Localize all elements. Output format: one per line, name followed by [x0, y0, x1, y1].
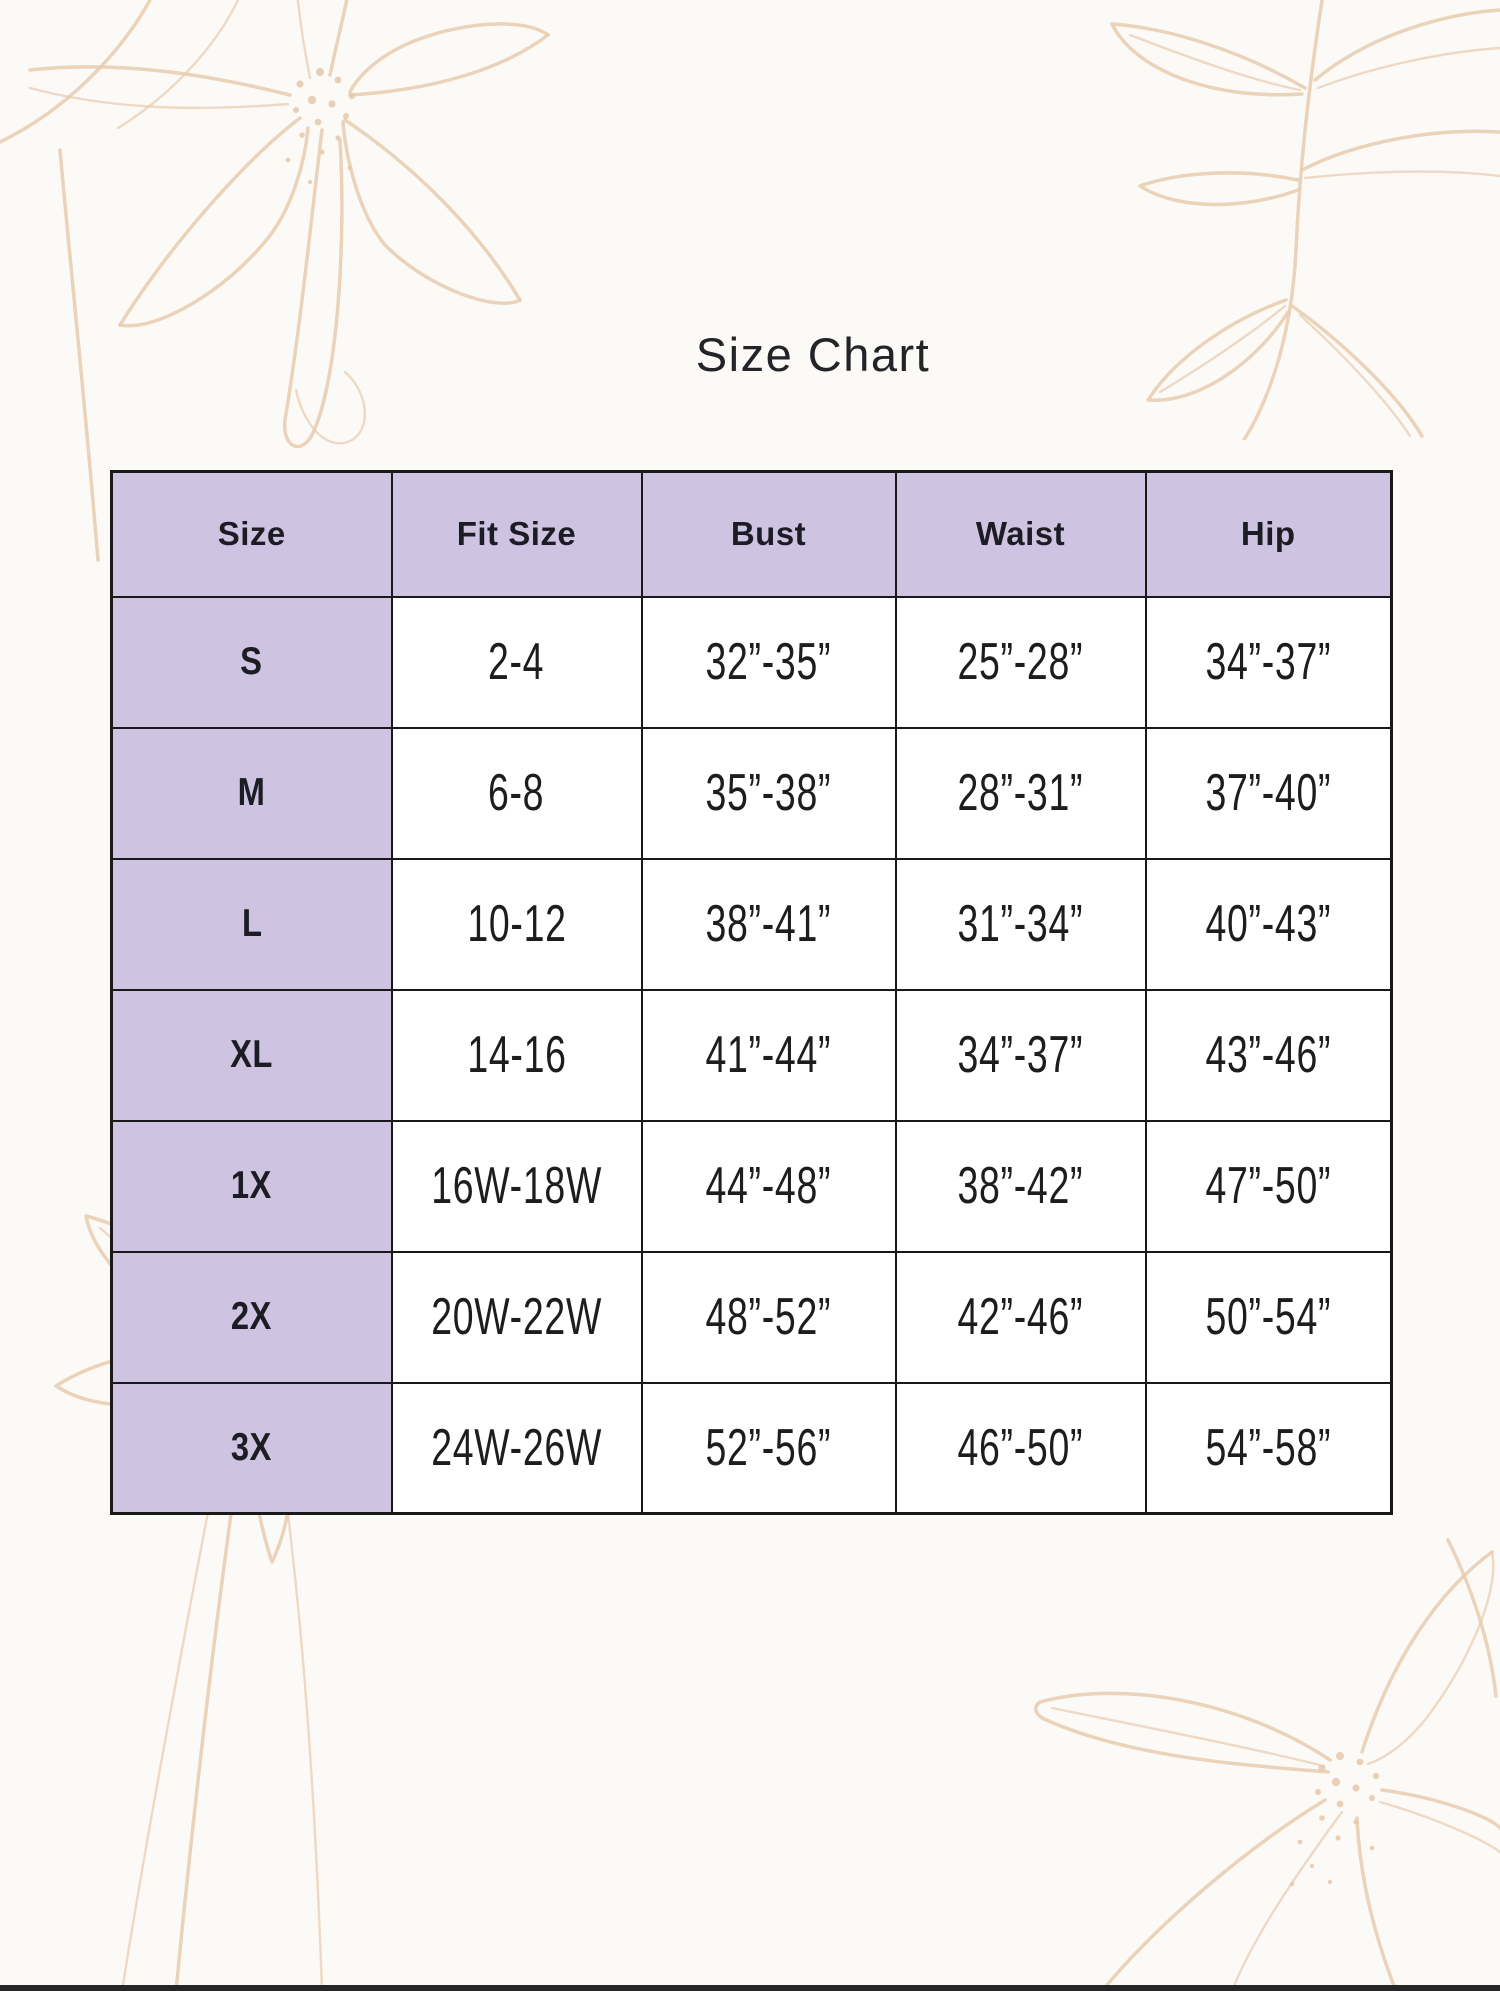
hip-cell: [1146, 990, 1392, 1121]
size-chart-table: [110, 470, 1393, 1515]
header-row: [112, 472, 1392, 597]
size-label-cell: [112, 1252, 392, 1383]
hip-value: 54”-58”: [1205, 1418, 1332, 1477]
waist-value: 25”-28”: [957, 633, 1084, 691]
fit-size-cell: [392, 597, 642, 728]
waist-cell: [896, 990, 1146, 1121]
hip-cell: [1146, 1383, 1392, 1514]
hip-value: 34”-37”: [1205, 633, 1332, 691]
waist-value: 38”-42”: [957, 1157, 1084, 1215]
size-label: 1X: [231, 1164, 273, 1207]
fit-size-value: 20W-22W: [431, 1288, 602, 1346]
waist-value: 31”-34”: [957, 895, 1084, 953]
bust-value: 44”-48”: [705, 1157, 832, 1215]
waist-cell: [896, 1121, 1146, 1252]
waist-value: 34”-37”: [957, 1026, 1084, 1084]
fit-size-value: 10-12: [466, 895, 567, 953]
hip-cell: [1146, 597, 1392, 728]
bust-value: 48”-52”: [705, 1288, 832, 1346]
table-row: [112, 1121, 1392, 1252]
bust-cell: [642, 990, 896, 1121]
bust-cell: [642, 597, 896, 728]
bust-cell: [642, 1383, 896, 1514]
size-label: 2X: [231, 1295, 273, 1338]
size-label-cell: [112, 597, 392, 728]
size-label: L: [241, 902, 262, 945]
hip-cell: [1146, 1121, 1392, 1252]
hip-value: 43”-46”: [1205, 1026, 1332, 1084]
fit-size-cell: [392, 859, 642, 990]
fit-size-cell: [392, 728, 642, 859]
size-label: M: [237, 771, 266, 814]
bust-value: 32”-35”: [705, 633, 832, 691]
fit-size-value: 6-8: [488, 764, 545, 822]
hip-value: 50”-54”: [1205, 1288, 1332, 1346]
size-label-cell: [112, 728, 392, 859]
hip-cell: [1146, 728, 1392, 859]
bust-cell: [642, 1121, 896, 1252]
waist-cell: [896, 1252, 1146, 1383]
hip-cell: [1146, 859, 1392, 990]
fit-size-value: 24W-26W: [431, 1418, 602, 1477]
bottom-edge-bar: [0, 1985, 1500, 1991]
fit-size-cell: [392, 1121, 642, 1252]
size-label-cell: [112, 1121, 392, 1252]
fit-size-cell: [392, 1383, 642, 1514]
bust-cell: [642, 1252, 896, 1383]
fit-size-value: 16W-18W: [431, 1157, 602, 1215]
fit-size-value: 2-4: [488, 633, 545, 691]
bust-cell: [642, 859, 896, 990]
size-label: 3X: [231, 1425, 273, 1469]
waist-value: 46”-50”: [957, 1418, 1084, 1477]
bust-value: 38”-41”: [705, 895, 832, 953]
hip-value: 47”-50”: [1205, 1157, 1332, 1215]
leaf-branch-line-art-top-right-icon: [950, 0, 1500, 440]
table-row: [112, 1383, 1392, 1514]
fit-size-cell: [392, 990, 642, 1121]
size-label-cell: [112, 859, 392, 990]
flower-line-art-bottom-right-icon: [820, 1530, 1500, 1991]
table-row: [112, 728, 1392, 859]
bust-value: 41”-44”: [705, 1026, 832, 1084]
fit-size-value: 14-16: [466, 1026, 567, 1084]
size-label: XL: [230, 1033, 274, 1076]
hip-value: 40”-43”: [1205, 895, 1332, 953]
bust-cell: [642, 728, 896, 859]
table-row: [112, 859, 1392, 990]
col-header-bust: Bust: [642, 472, 896, 597]
bust-value: 35”-38”: [705, 764, 832, 822]
waist-cell: [896, 597, 1146, 728]
size-label: S: [240, 640, 263, 683]
size-label-cell: [112, 990, 392, 1121]
table-row: [112, 990, 1392, 1121]
waist-cell: [896, 728, 1146, 859]
hip-cell: [1146, 1252, 1392, 1383]
page-title: Size Chart: [695, 328, 931, 381]
waist-value: 42”-46”: [957, 1288, 1084, 1346]
table-row: [112, 1252, 1392, 1383]
table-row: [112, 597, 1392, 728]
fit-size-cell: [392, 1252, 642, 1383]
col-header-waist: Waist: [896, 472, 1146, 597]
waist-cell: [896, 1383, 1146, 1514]
bust-value: 52”-56”: [705, 1418, 832, 1477]
waist-value: 28”-31”: [957, 764, 1084, 822]
hip-value: 37”-40”: [1205, 764, 1332, 822]
col-header-fit-size: Fit Size: [392, 472, 642, 597]
col-header-size: Size: [112, 472, 392, 597]
waist-cell: [896, 859, 1146, 990]
size-label-cell: [112, 1383, 392, 1514]
col-header-hip: Hip: [1146, 472, 1392, 597]
